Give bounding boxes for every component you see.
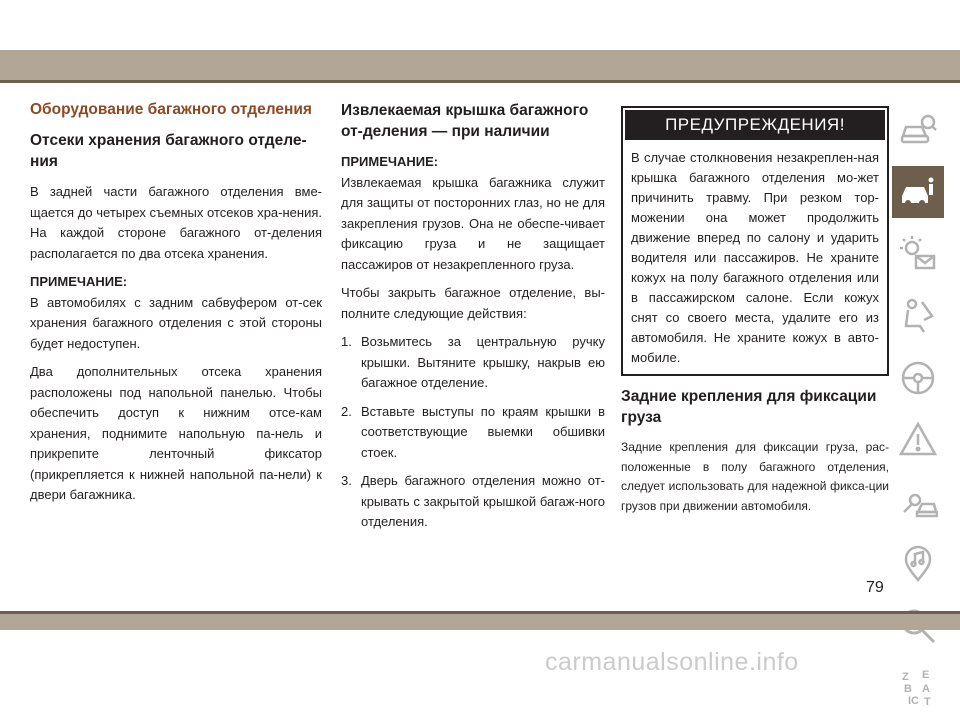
- tie-down-heading: Задние крепления для фиксации груза: [621, 388, 877, 426]
- tab-index[interactable]: [892, 662, 944, 714]
- tab-warning-lights[interactable]: [892, 228, 944, 280]
- step-item: [341, 471, 605, 533]
- chapter-tabs: [892, 104, 944, 724]
- cargo-cover-heading: Извлекаемая крышка багажного от-деления — при наличии: [341, 102, 589, 140]
- multimedia-music-pin-icon: [898, 544, 938, 584]
- header-band: [0, 50, 960, 80]
- car-info-icon: [898, 172, 938, 212]
- tie-down-paragraph: Задние крепления для фиксации груза, рас-положенные в полу багажного отделения, следует использовать для надежной фикса-ции грузов при движении автомобиля.: [621, 440, 889, 513]
- warning-text: В случае столкновения незакреплен-ная крышка багажного отделения мо-жет причинить травму. При резком тор-можении она может продолжить движение вперед по салону и ударить водителя или пассажиров. Не храните кожух на полу багажного отделения или в пассажирском салоне. Если кожух снят со своего места, удалите его из автомобиля. Не храните кожух в авто-мобиле.: [631, 150, 879, 365]
- tab-road-warning[interactable]: [892, 414, 944, 466]
- tab-car-search[interactable]: [892, 104, 944, 156]
- tab-car-info[interactable]: [892, 166, 944, 218]
- svg-text:Z: Z: [902, 671, 909, 683]
- footer-band: [0, 614, 960, 630]
- warning-title: ПРЕДУПРЕЖДЕНИЯ!: [625, 110, 885, 140]
- step-number: 3.: [341, 473, 352, 488]
- road-warning-triangle-icon: [898, 420, 938, 460]
- svg-text:B: B: [904, 683, 912, 695]
- svg-text:A: A: [922, 683, 930, 695]
- alphabetical-index-icon: [898, 668, 938, 708]
- watermark: carmanualsonline.info: [545, 648, 799, 676]
- svg-text:E: E: [922, 669, 930, 681]
- step-item: [341, 402, 605, 464]
- procedure-intro: Чтобы закрыть багажное отделение, вы-полните следующие действия:: [341, 285, 605, 321]
- column-2: [341, 100, 605, 541]
- underfloor-bins-paragraph: Два дополнительных отсека хранения расположены под напольной панелью. Чтобы обеспечить доступ к нижним отсе-кам хранения, поднимите напольную па-нель и прикрепите ленточный фиксатор (прикрепляется к нижней напольной па-нели) к двери багажника.: [30, 364, 322, 502]
- step-text: Вставьте выступы по краям крышки в соответствующие выемки обшивки стоек.: [361, 403, 605, 460]
- service-wrench-car-icon: [898, 482, 938, 522]
- steering-wheel-icon: [898, 358, 938, 398]
- storage-bins-paragraph: В задней части багажного отделения вме-щается до четырех съемных отсеков хра-нения. На каждой стороне багажного от-деления располагается по два отсека хранения.: [30, 184, 322, 261]
- step-number: 1.: [341, 334, 352, 349]
- step-item: [341, 332, 605, 394]
- step-text: Возьмитесь за центральную ручку крышки. Вытяните крышку, накрыв ею багажное отделение.: [361, 334, 605, 390]
- svg-text:T: T: [924, 696, 931, 708]
- note-label: ПРИМЕЧАНИЕ:: [30, 274, 128, 289]
- storage-bins-heading: Отсеки хранения багажного отделе-ния: [30, 132, 307, 170]
- note-text: В автомобилях с задним сабвуфером от-сек хранения багажного отделения с этой стороны будет недоступен.: [30, 294, 322, 351]
- tab-seat-airbag[interactable]: [892, 290, 944, 342]
- page-number: 79: [866, 579, 884, 596]
- note-label: ПРИМЕЧАНИЕ:: [341, 154, 439, 169]
- warning-box: [621, 106, 889, 376]
- warning-lights-message-icon: [898, 234, 938, 274]
- note-text: Извлекаемая крышка багажника служит для защиты от посторонних глаз, но не для закрепления грузов. Она не обеспе-чивает фиксацию груза и не защищает пассажиров от незакрепленного груза.: [341, 174, 605, 272]
- column-3: [621, 100, 889, 524]
- car-search-icon: [898, 110, 938, 150]
- seat-airbag-icon: [898, 296, 938, 336]
- header-rule: [0, 80, 960, 83]
- tab-multimedia[interactable]: [892, 538, 944, 590]
- section-title: Оборудование багажного отделения: [30, 101, 312, 118]
- step-number: 2.: [341, 403, 352, 419]
- svg-text:IC: IC: [908, 695, 919, 707]
- tab-service[interactable]: [892, 476, 944, 528]
- tab-steering[interactable]: [892, 352, 944, 404]
- top-margin: [0, 0, 960, 50]
- step-text: Дверь багажного отделения можно от-крывать с закрытой крышкой багаж-ного отделения.: [361, 473, 605, 529]
- column-1: [30, 100, 322, 514]
